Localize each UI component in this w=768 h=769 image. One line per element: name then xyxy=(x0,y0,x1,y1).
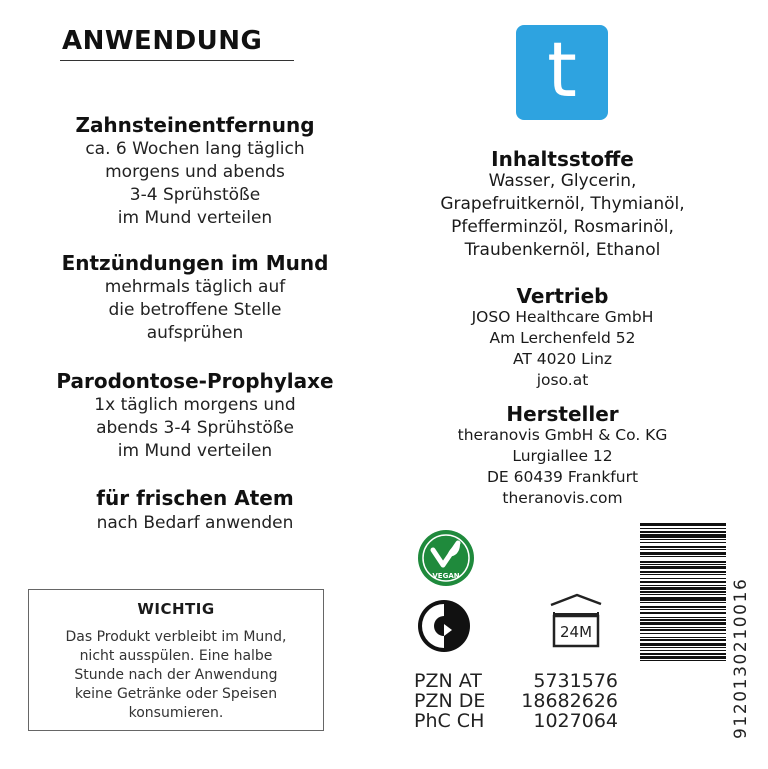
open-jar-icon xyxy=(545,592,607,654)
barcode-bar xyxy=(640,622,726,625)
barcode-bar xyxy=(640,650,726,651)
barcode-bar xyxy=(640,571,726,573)
brand-logo-letter: t xyxy=(547,25,577,114)
barcode-bar xyxy=(640,602,726,603)
barcode-bar xyxy=(640,591,726,593)
barcode-bar xyxy=(640,656,726,659)
barcode xyxy=(640,521,752,741)
code-label-3: PhC CH xyxy=(414,710,485,732)
barcode-bar xyxy=(640,617,726,618)
barcode-bar xyxy=(640,606,726,608)
distribution-line-4: joso.at xyxy=(536,371,589,389)
section-heading-zahnstein: Zahnsteinentfernung xyxy=(75,113,315,137)
brand-logo xyxy=(516,25,608,120)
barcode-bar xyxy=(640,564,726,565)
barcode-bar xyxy=(640,556,726,557)
code-label-1: PZN AT xyxy=(414,670,482,692)
barcode-bar xyxy=(640,566,726,569)
vegan-label: VEGAN xyxy=(432,572,460,580)
page-title: ANWENDUNG xyxy=(62,26,263,56)
barcode-bar xyxy=(640,597,726,601)
section-heading-parodontose: Parodontose-Prophylaxe xyxy=(56,369,334,393)
section-text-parodontose: 1x täglich morgens und abends 3-4 Sprühstöße im Mund verteilen xyxy=(94,395,296,461)
distribution-line-3: AT 4020 Linz xyxy=(512,350,613,368)
barcode-bar xyxy=(640,637,726,638)
barcode-bar xyxy=(640,585,726,586)
barcode-bar xyxy=(640,627,726,628)
ingredients-heading: Inhaltsstoffe xyxy=(491,147,634,171)
barcode-bar xyxy=(640,629,726,631)
code-value-1: 5731576 xyxy=(533,670,618,692)
barcode-bars xyxy=(640,523,726,661)
notice-text: Das Produkt verbleibt im Mund, nicht ausspülen. Eine halbe Stunde nach der Anwendung keine Getränke oder Speisen konsumieren. xyxy=(65,629,287,721)
section-text-entzuendungen: mehrmals täglich auf die betroffene Stelle aufsprühen xyxy=(104,277,286,343)
green-dot-icon xyxy=(416,598,472,654)
section-heading-entzuendungen: Entzündungen im Mund xyxy=(61,251,329,275)
distribution-line-1: JOSO Healthcare GmbH xyxy=(471,308,654,326)
section-text-zahnstein: ca. 6 Wochen lang täglich morgens und abends 3-4 Sprühstöße im Mund verteilen xyxy=(85,139,305,228)
barcode-bar xyxy=(640,647,726,648)
notice-box xyxy=(28,589,324,731)
barcode-bar xyxy=(640,609,726,610)
distribution-line-2: Am Lerchenfeld 52 xyxy=(489,329,636,347)
section-heading-atem: für frischen Atem xyxy=(96,486,294,510)
barcode-bar xyxy=(640,552,726,555)
barcode-bar xyxy=(640,633,726,634)
barcode-bar xyxy=(640,546,726,548)
barcode-bar xyxy=(640,523,726,526)
barcode-bar xyxy=(640,619,726,621)
pao-label: 24M xyxy=(559,623,593,641)
barcode-bar xyxy=(640,587,726,590)
barcode-number: 9120130210016 xyxy=(731,577,751,739)
title-underline xyxy=(60,60,294,61)
barcode-bar xyxy=(640,528,726,529)
barcode-bar xyxy=(640,639,726,641)
barcode-bar xyxy=(640,574,726,575)
code-label-2: PZN DE xyxy=(414,690,486,712)
code-value-2: 18682626 xyxy=(521,690,618,712)
barcode-bar xyxy=(640,581,726,583)
barcode-bar xyxy=(640,660,726,661)
notice-title: WICHTIG xyxy=(137,600,215,618)
barcode-bar xyxy=(640,643,726,646)
barcode-bar xyxy=(640,542,726,543)
barcode-bar xyxy=(640,531,726,533)
manufacturer-heading: Hersteller xyxy=(506,402,619,426)
barcode-bar xyxy=(640,549,726,550)
barcode-bar xyxy=(640,653,726,655)
code-value-3: 1027064 xyxy=(533,710,618,732)
manufacturer-line-3: DE 60439 Frankfurt xyxy=(486,468,639,486)
section-text-atem: nach Bedarf anwenden xyxy=(96,513,294,533)
ingredients-text: Wasser, Glycerin, Grapefruitkernöl, Thymianöl, Pfefferminzöl, Rosmarinöl, Traubenkernöl, Ethanol xyxy=(440,171,685,260)
barcode-bar xyxy=(640,534,726,538)
distribution-heading: Vertrieb xyxy=(516,284,609,308)
manufacturer-line-1: theranovis GmbH & Co. KG xyxy=(457,426,668,444)
vegan-leaf-icon xyxy=(416,528,476,588)
barcode-bar xyxy=(640,594,726,595)
barcode-bar xyxy=(640,539,726,540)
barcode-bar xyxy=(640,612,726,614)
manufacturer-line-4: theranovis.com xyxy=(502,489,623,507)
barcode-bar xyxy=(640,578,726,579)
barcode-bar xyxy=(640,561,726,563)
manufacturer-line-2: Lurgiallee 12 xyxy=(512,447,613,465)
